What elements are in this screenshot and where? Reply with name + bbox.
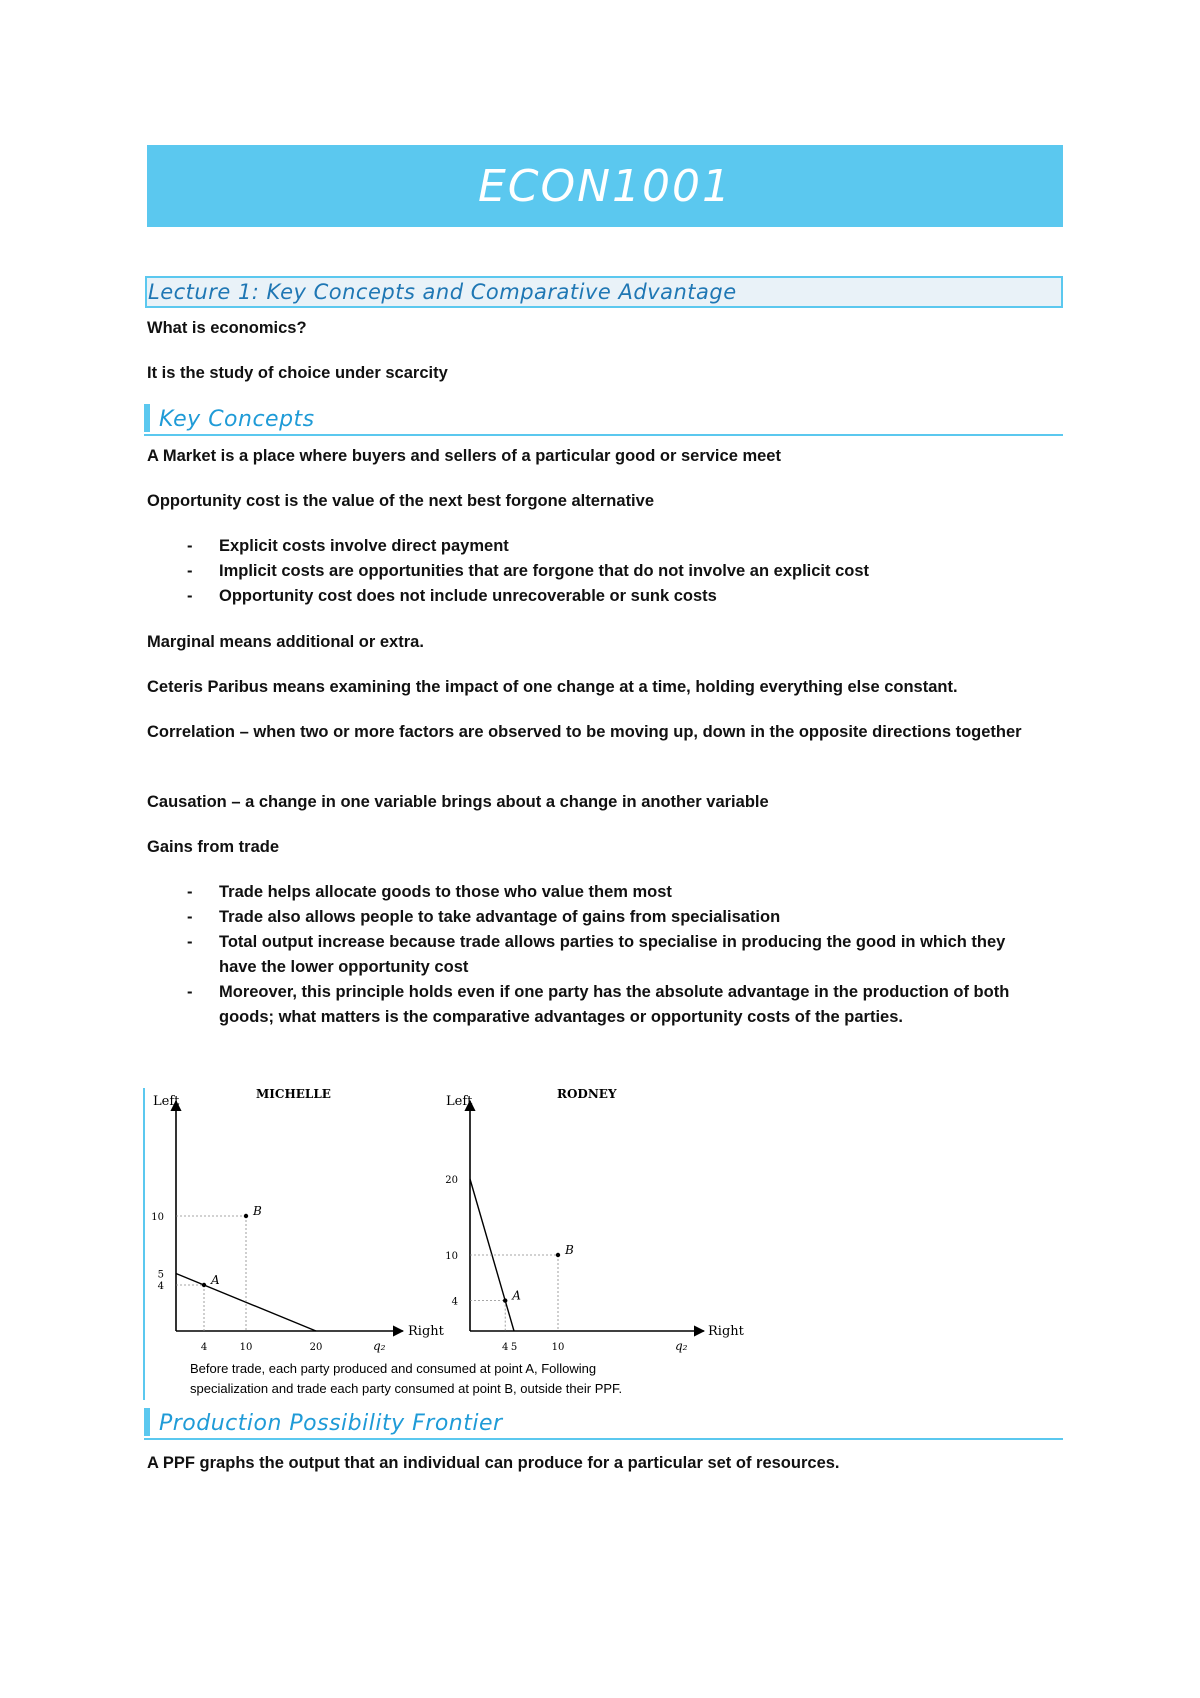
data-point (202, 1283, 206, 1287)
y-tick-label: 5 (157, 1269, 164, 1281)
list-item: - Trade also allows people to take advantage of gains from specialisation (187, 908, 781, 926)
key-concepts-heading (144, 402, 1063, 436)
list-item: - Moreover, this principle holds even if one party has the absolute advantage in the production of both goods; what matters is the comparative advantages or opportunity costs of the parties. (187, 983, 1010, 1026)
y-tick-label: 4 (451, 1296, 458, 1308)
opportunity-cost-definition: Opportunity cost is the value of the next best forgone alternative (147, 492, 654, 510)
x-axis-label: Right (708, 1324, 744, 1339)
opportunity-cost-bullets (147, 534, 1067, 609)
y-tick-label: 10 (445, 1251, 458, 1262)
list-item: - Total output increase because trade allows parties to specialise in producing the good in which they have the lower opportunity cost (187, 933, 1006, 976)
x-axis-symbol: q₂ (373, 1339, 386, 1353)
data-point (244, 1214, 248, 1218)
gains-from-trade-heading: Gains from trade (147, 838, 280, 856)
x-tick-label: 20 (309, 1342, 323, 1353)
rodney-chart (445, 1088, 744, 1353)
michelle-chart (151, 1088, 444, 1353)
lecture-title: Lecture 1: Key Concepts and Comparative Advantage (148, 280, 737, 304)
heading-accent-bar (144, 1408, 150, 1436)
x-tick-label: 5 (510, 1342, 518, 1353)
x-axis-symbol: q₂ (675, 1339, 688, 1353)
point-label: B (565, 1243, 574, 1257)
x-tick-label: 4 (200, 1342, 208, 1353)
ppf-definition: A PPF graphs the output that an individual can produce for a particular set of resources. (147, 1454, 840, 1472)
y-tick-label: 10 (151, 1212, 164, 1223)
marginal-definition: Marginal means additional or extra. (147, 633, 424, 651)
section-title: Key Concepts (159, 407, 315, 432)
list-item: - Explicit costs involve direct payment (187, 537, 509, 555)
chart-title: RODNEY (557, 1088, 617, 1101)
heading-accent-bar (144, 404, 150, 432)
point-label: A (512, 1288, 521, 1303)
figure-caption-line1: Before trade, each party produced and consumed at point A, Following (190, 1361, 597, 1376)
y-tick-label: 4 (157, 1281, 164, 1292)
list-item: - Trade helps allocate goods to those who value them most (187, 883, 672, 901)
y-axis-label: Left (446, 1094, 473, 1109)
point-label: A (211, 1273, 220, 1287)
list-item: - Opportunity cost does not include unrecoverable or sunk costs (187, 587, 717, 605)
figure-caption-line2: specialization and trade each party consumed at point B, outside their PPF. (190, 1381, 623, 1396)
ppf-figure (143, 1088, 763, 1398)
list-item: - Implicit costs are opportunities that are forgone that do not involve an explicit cost (187, 562, 870, 580)
x-tick-label: 10 (239, 1342, 253, 1353)
ppf-line (176, 1274, 316, 1332)
x-tick-label: 4 (502, 1342, 509, 1353)
market-definition: A Market is a place where buyers and sellers of a particular good or service meet (147, 447, 781, 465)
section-title: Production Possibility Frontier (159, 1411, 503, 1436)
correlation-definition: Correlation – when two or more factors are observed to be moving up, down in the opposite directions together (147, 723, 1022, 741)
x-axis-label: Right (408, 1324, 444, 1339)
gains-from-trade-bullets (147, 880, 1067, 1030)
data-point (503, 1298, 507, 1302)
title-banner (147, 145, 1063, 227)
y-tick-label: 20 (445, 1175, 458, 1186)
data-point (556, 1253, 560, 1257)
document-title: ECON1001 (477, 160, 733, 212)
ppf-heading (144, 1406, 1063, 1440)
ceteris-paribus-definition: Ceteris Paribus means examining the impact of one change at a time, holding everything else constant. (147, 678, 958, 696)
intro-answer: It is the study of choice under scarcity (147, 364, 448, 382)
x-tick-label: 10 (551, 1342, 565, 1353)
y-axis-label: Left (153, 1094, 180, 1109)
chart-title: MICHELLE (256, 1088, 331, 1101)
lecture-heading-box (145, 276, 1063, 308)
point-label: B (253, 1204, 262, 1218)
causation-definition: Causation – a change in one variable brings about a change in another variable (147, 793, 769, 811)
intro-question: What is economics? (147, 319, 307, 337)
